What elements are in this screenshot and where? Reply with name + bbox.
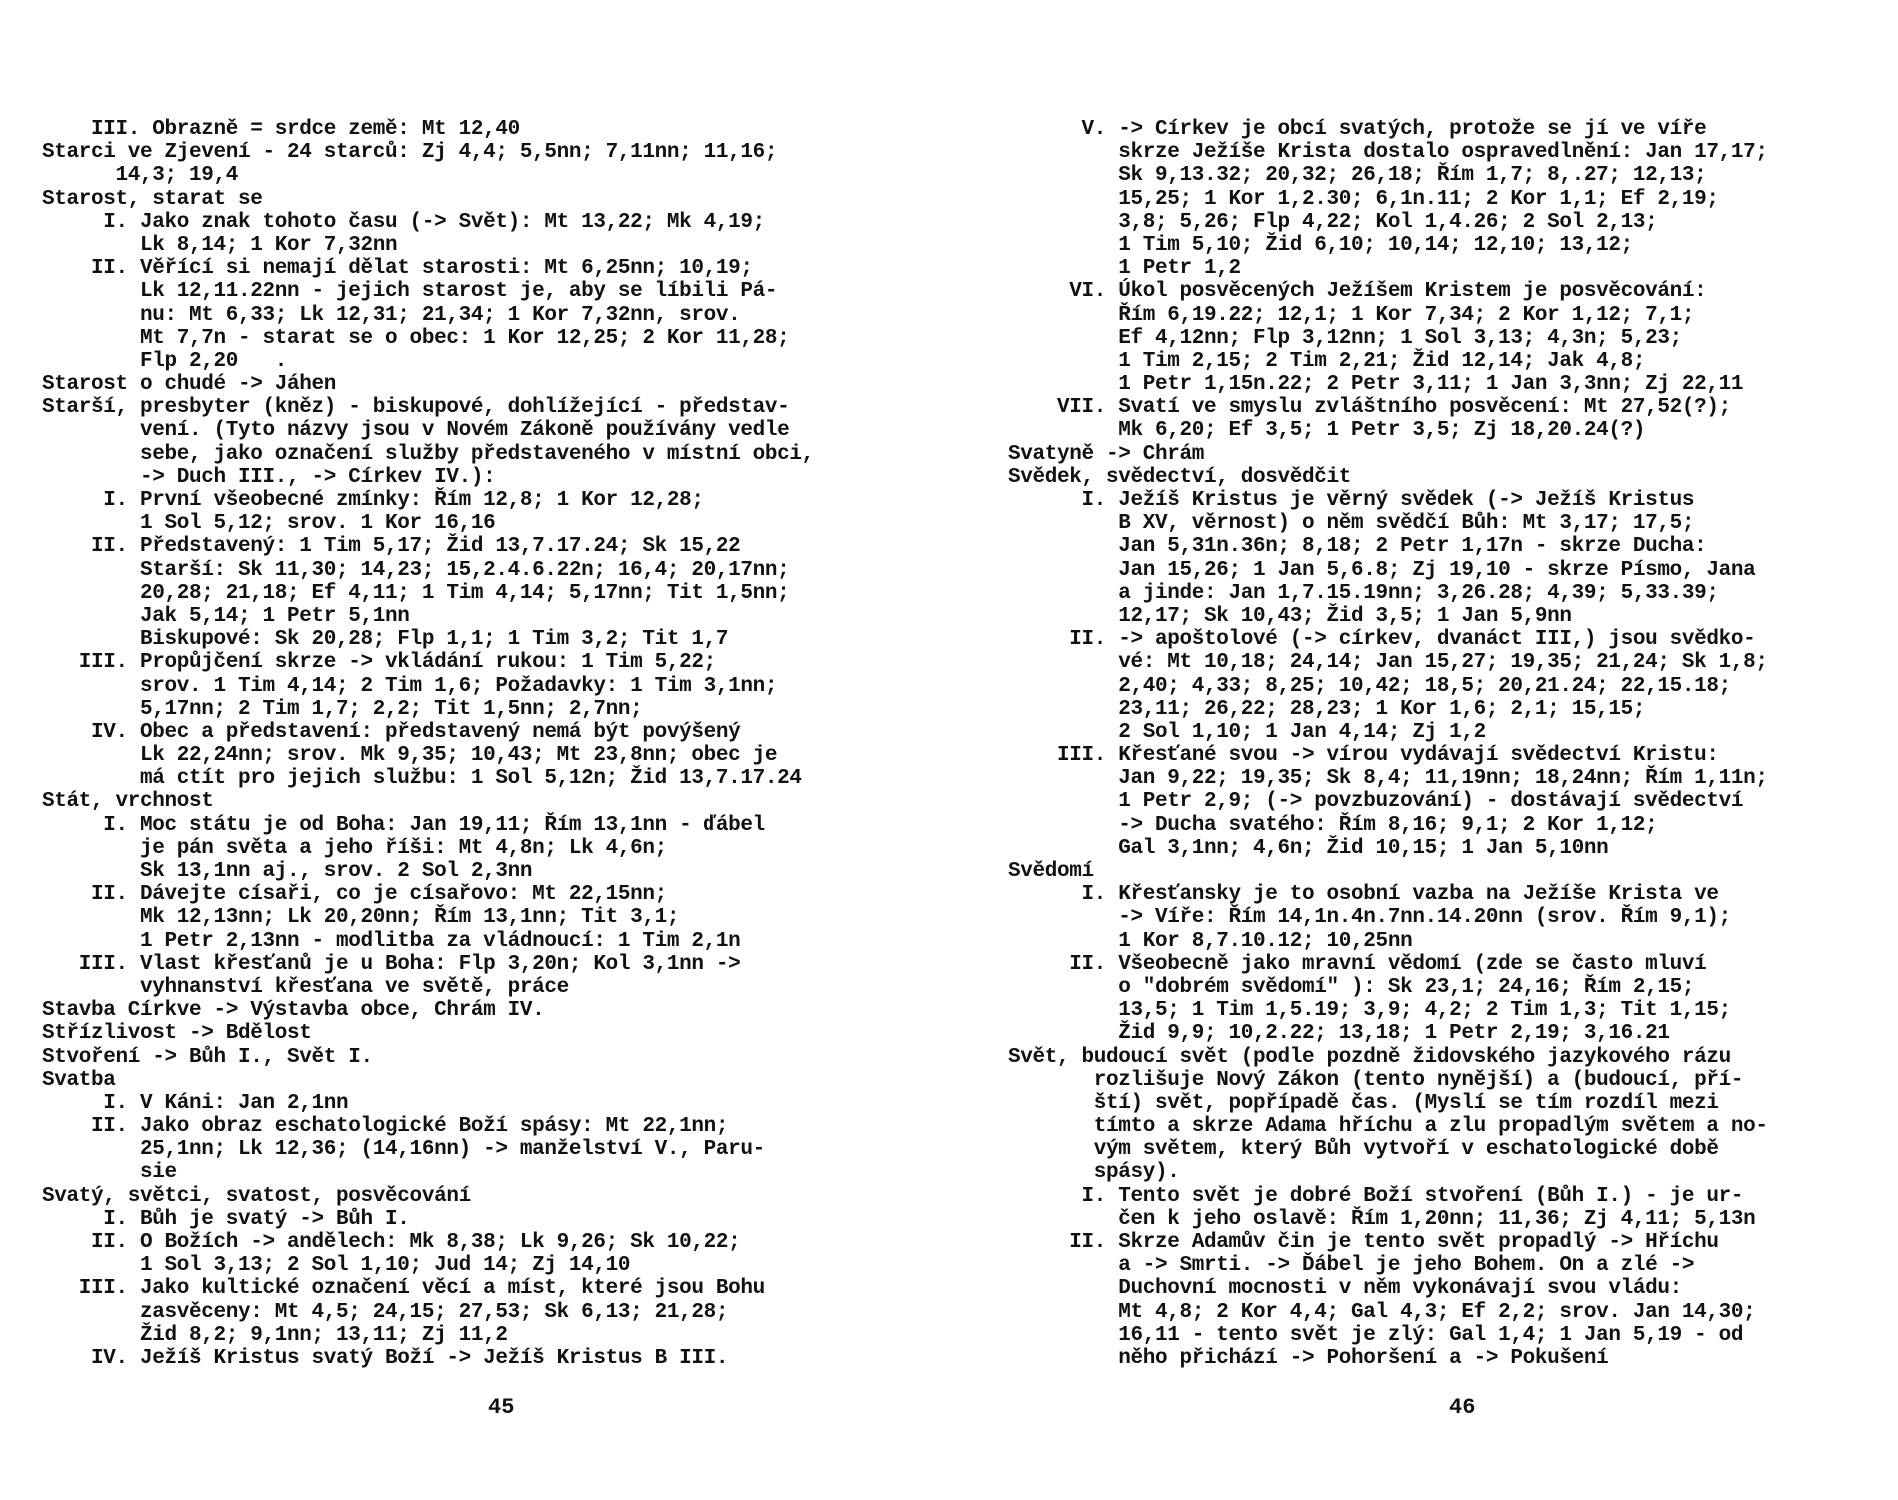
text-line: Jak 5,14; 1 Petr 5,1nn xyxy=(42,604,410,628)
text-line: Starší: Sk 11,30; 14,23; 15,2.4.6.22n; 16,4; 20,17nn; xyxy=(42,558,790,582)
text-line: 12,17; Sk 10,43; Žid 3,5; 1 Jan 5,9nn xyxy=(1008,604,1572,628)
text-line: II. Jako obraz eschatologické Boží spásy: Mt 22,1nn; xyxy=(42,1115,729,1139)
text-line: Lk 22,24nn; srov. Mk 9,35; 10,43; Mt 23,8nn; obec je xyxy=(42,744,778,768)
text-line: III. Jako kultické označení věcí a míst, které jsou Bohu xyxy=(42,1277,765,1301)
text-line: I. První všeobecné zmínky: Řím 12,8; 1 Kor 12,28; xyxy=(42,489,704,512)
text-line: Mk 12,13nn; Lk 20,20nn; Řím 13,1nn; Tit 3,1; xyxy=(42,906,680,930)
text-line: Stavba Církve -> Výstavba obce, Chrám IV. xyxy=(42,999,545,1023)
text-line: 1 Petr 2,13nn - modlitba za vládnoucí: 1 Tim 2,1n xyxy=(42,929,741,953)
page-number-left: 45 xyxy=(488,1395,515,1420)
text-line: 5,17nn; 2 Tim 1,7; 2,2; Tit 1,5nn; 2,7nn; xyxy=(42,697,643,721)
text-line: I. Moc státu je od Boha: Jan 19,11; Řím 13,1nn - ďábel xyxy=(42,813,765,837)
text-line: II. O Božích -> andělech: Mk 8,38; Lk 9,26; Sk 10,22; xyxy=(42,1231,741,1254)
text-line: 1 Kor 8,7.10.12; 10,25nn xyxy=(1008,929,1413,953)
text-line: Střízlivost -> Bdělost xyxy=(42,1022,312,1046)
text-line: Sk 13,1nn aj., srov. 2 Sol 2,3nn xyxy=(42,860,533,883)
text-line: zasvěceny: Mt 4,5; 24,15; 27,53; Sk 6,13; 21,28; xyxy=(42,1300,729,1324)
text-line: -> Duch III., -> Církev IV.): xyxy=(42,465,496,489)
text-line: III. Vlast křesťanů je u Boha: Flp 3,20n; Kol 3,1nn -> xyxy=(42,952,741,976)
text-line: Jan 9,22; 19,35; Sk 8,4; 11,19nn; 18,24nn; Řím 1,11n; xyxy=(1008,767,1768,791)
text-line: Žid 8,2; 9,1nn; 13,11; Zj 11,2 xyxy=(42,1323,508,1347)
text-line: 14,3; 19,4 xyxy=(42,164,239,188)
text-line: Stvoření -> Bůh I., Svět I. xyxy=(42,1045,373,1069)
text-line: Svatba xyxy=(42,1068,116,1092)
text-line: II. Věřící si nemají dělat starosti: Mt 6,25nn; 10,19; xyxy=(42,257,753,281)
text-line: nu: Mt 6,33; Lk 12,31; 21,34; 1 Kor 7,32nn, srov. xyxy=(42,303,741,327)
text-line: 1 Petr 1,15n.22; 2 Petr 3,11; 1 Jan 3,3nn; Zj 22,11 xyxy=(1008,373,1744,397)
text-line: 23,11; 26,22; 28,23; 1 Kor 1,6; 2,1; 15,15; xyxy=(1008,697,1646,721)
text-line: Stát, vrchnost xyxy=(42,790,214,814)
text-line: 1 Petr 1,2 xyxy=(1008,257,1241,281)
text-line: Lk 8,14; 1 Kor 7,32nn xyxy=(42,233,398,257)
text-line: II. Všeobecně jako mravní vědomí (zde se často mluví xyxy=(1008,952,1707,976)
text-line: tímto a skrze Adama hříchu a zlu propadlým světem a no- xyxy=(1008,1115,1768,1139)
text-line: Jan 5,31n.36n; 8,18; 2 Petr 1,17n - skrze Ducha: xyxy=(1008,535,1707,559)
text-line: I. Jako znak tohoto času (-> Svět): Mt 13,22; Mk 4,19; xyxy=(42,210,765,234)
text-line: Řím 6,19.22; 12,1; 1 Kor 7,34; 2 Kor 1,12; 7,1; xyxy=(1008,303,1695,327)
text-line: má ctít pro jejich službu: 1 Sol 5,12n; Žid 13,7.17.24 xyxy=(42,767,802,791)
text-line: čen k jeho oslavě: Řím 1,20nn; 11,36; Zj 4,11; 5,13n xyxy=(1008,1207,1756,1231)
text-line: 1 Sol 3,13; 2 Sol 1,10; Jud 14; Zj 14,10 xyxy=(42,1254,631,1278)
text-line: II. Představený: 1 Tim 5,17; Žid 13,7.17.24; Sk 15,22 xyxy=(42,535,741,559)
text-line: Gal 3,1nn; 4,6n; Žid 10,15; 1 Jan 5,10nn xyxy=(1008,836,1609,860)
text-line: Duchovní mocnosti v něm vykonávají svou vládu: xyxy=(1008,1277,1682,1301)
text-line: IV. Obec a představení: představený nemá být povýšený xyxy=(42,720,741,744)
text-line: je pán světa a jeho říši: Mt 4,8n; Lk 4,6n; xyxy=(42,836,667,860)
text-line: rozlišuje Nový Zákon (tento nynější) a (budoucí, pří- xyxy=(1008,1068,1744,1092)
text-line: Svět, budoucí svět (podle pozdně židovského jazykového rázu xyxy=(1008,1045,1731,1069)
text-line: Svatý, světci, svatost, posvěcování xyxy=(42,1184,471,1208)
text-line: ští) svět, popřípadě čas. (Myslí se tím rozdíl mezi xyxy=(1008,1091,1719,1115)
text-line: I. Ježíš Kristus je věrný svědek (-> Ježíš Kristus xyxy=(1008,489,1695,512)
text-line: skrze Ježíše Krista dostalo ospravedlnění: Jan 17,17; xyxy=(1008,141,1768,165)
text-line: 1 Tim 5,10; Žid 6,10; 10,14; 12,10; 13,12; xyxy=(1008,233,1633,257)
text-line: 1 Petr 2,9; (-> povzbuzování) - dostávají svědectví xyxy=(1008,790,1744,814)
text-line: VII. Svatí ve smyslu zvláštního posvěcení: Mt 27,52(?); xyxy=(1008,396,1731,420)
text-line: IV. Ježíš Kristus svatý Boží -> Ježíš Kristus B III. xyxy=(42,1346,729,1370)
text-line: Starci ve Zjevení - 24 starců: Zj 4,4; 5,5nn; 7,11nn; 11,16; xyxy=(42,141,778,165)
text-line: srov. 1 Tim 4,14; 2 Tim 1,6; Požadavky: 1 Tim 3,1nn; xyxy=(42,674,778,698)
text-line: II. Skrze Adamův čin je tento svět propadlý -> Hříchu xyxy=(1008,1231,1719,1254)
text-line: 2,40; 4,33; 8,25; 10,42; 18,5; 20,21.24; 22,15.18; xyxy=(1008,674,1731,698)
text-line: o "dobrém svědomí" ): Sk 23,1; 24,16; Řím 2,15; xyxy=(1008,975,1695,999)
text-line: Mt 4,8; 2 Kor 4,4; Gal 4,3; Ef 2,2; srov. Jan 14,30; xyxy=(1008,1300,1756,1324)
text-line: Flp 2,20 . xyxy=(42,349,288,373)
text-line: Mk 6,20; Ef 3,5; 1 Petr 3,5; Zj 18,20.24(?) xyxy=(1008,419,1646,443)
text-line: Starší, presbyter (kněz) - biskupové, dohlížející - představ- xyxy=(42,396,790,420)
text-line: 1 Sol 5,12; srov. 1 Kor 16,16 xyxy=(42,512,496,536)
text-line: III. Propůjčení skrze -> vkládání rukou: 1 Tim 5,22; xyxy=(42,651,716,675)
text-line: Mt 7,7n - starat se o obec: 1 Kor 12,25; 2 Kor 11,28; xyxy=(42,326,790,350)
text-line: II. Dávejte císaři, co je císařovo: Mt 22,15nn; xyxy=(42,883,667,907)
text-line: sie xyxy=(42,1161,177,1185)
text-line: I. Tento svět je dobré Boží stvoření (Bůh I.) - je ur- xyxy=(1008,1184,1744,1208)
text-line: vým světem, který Bůh vytvoří v eschatologické době xyxy=(1008,1138,1719,1162)
text-line: 1 Tim 2,15; 2 Tim 2,21; Žid 12,14; Jak 4,8; xyxy=(1008,349,1646,373)
text-line: -> Ducha svatého: Řím 8,16; 9,1; 2 Kor 1,12; xyxy=(1008,813,1658,837)
text-line: V. -> Církev je obcí svatých, protože se jí ve víře xyxy=(1008,118,1707,141)
text-line: III. Křesťané svou -> vírou vydávají svědectví Kristu: xyxy=(1008,744,1719,768)
text-line: vyhnanství křesťana ve světě, práce xyxy=(42,975,569,999)
text-line: I. Bůh je svatý -> Bůh I. xyxy=(42,1207,410,1231)
text-line: III. Obrazně = srdce země: Mt 12,40 xyxy=(42,118,520,141)
text-line: a -> Smrti. -> Ďábel je jeho Bohem. On a zlé -> xyxy=(1008,1254,1695,1278)
page-number-right: 46 xyxy=(1449,1395,1476,1420)
left-page xyxy=(42,118,947,1370)
text-line: 3,8; 5,26; Flp 4,22; Kol 1,4.26; 2 Sol 2,13; xyxy=(1008,210,1658,234)
text-line: II. -> apoštolové (-> církev, dvanáct III,) jsou svědko- xyxy=(1008,628,1756,652)
text-line: -> Víře: Řím 14,1n.4n.7nn.14.20nn (srov. Řím 9,1); xyxy=(1008,906,1731,930)
text-line: Starost o chudé -> Jáhen xyxy=(42,373,337,397)
text-line: 20,28; 21,18; Ef 4,11; 1 Tim 4,14; 5,17nn; Tit 1,5nn; xyxy=(42,581,790,605)
text-line: sebe, jako označení služby představeného v místní obci, xyxy=(42,442,814,466)
text-line: Svědomí xyxy=(1008,860,1094,883)
text-line: Žid 9,9; 10,2.22; 13,18; 1 Petr 2,19; 3,16.21 xyxy=(1008,1022,1670,1046)
text-line: I. Křesťansky je to osobní vazba na Ježíše Krista ve xyxy=(1008,883,1719,907)
text-line: Svědek, svědectví, dosvědčit xyxy=(1008,465,1352,489)
text-line: VI. Úkol posvěcených Ježíšem Kristem je posvěcování: xyxy=(1008,280,1707,304)
text-line: a jinde: Jan 1,7.15.19nn; 3,26.28; 4,39; 5,33.39; xyxy=(1008,581,1719,605)
text-line: 13,5; 1 Tim 1,5.19; 3,9; 4,2; 2 Tim 1,3; Tit 1,15; xyxy=(1008,999,1731,1023)
text-line: Svatyně -> Chrám xyxy=(1008,442,1205,466)
text-line: Biskupové: Sk 20,28; Flp 1,1; 1 Tim 3,2; Tit 1,7 xyxy=(42,628,729,652)
text-line: Ef 4,12nn; Flp 3,12nn; 1 Sol 3,13; 4,3n; 5,23; xyxy=(1008,326,1682,350)
text-line: vé: Mt 10,18; 24,14; Jan 15,27; 19,35; 21,24; Sk 1,8; xyxy=(1008,651,1768,675)
text-line: 25,1nn; Lk 12,36; (14,16nn) -> manželství V., Paru- xyxy=(42,1138,765,1162)
text-line: I. V Káni: Jan 2,1nn xyxy=(42,1091,349,1115)
text-line: 16,11 - tento svět je zlý: Gal 1,4; 1 Jan 5,19 - od xyxy=(1008,1323,1744,1347)
text-line: spásy). xyxy=(1008,1161,1180,1185)
text-line: Lk 12,11.22nn - jejich starost je, aby se líbili Pá- xyxy=(42,280,778,304)
text-line: Jan 15,26; 1 Jan 5,6.8; Zj 19,10 - skrze Písmo, Jana xyxy=(1008,558,1756,582)
text-line: 2 Sol 1,10; 1 Jan 4,14; Zj 1,2 xyxy=(1008,720,1486,744)
right-page xyxy=(1008,118,1898,1370)
text-line: něho přichází -> Pohoršení a -> Pokušení xyxy=(1008,1346,1609,1370)
text-line: 15,25; 1 Kor 1,2.30; 6,1n.11; 2 Kor 1,1; Ef 2,19; xyxy=(1008,187,1719,211)
text-line: Sk 9,13.32; 20,32; 26,18; Řím 1,7; 8,.27; 12,13; xyxy=(1008,164,1707,188)
text-line: Starost, starat se xyxy=(42,187,263,211)
text-line: vení. (Tyto názvy jsou v Novém Zákoně používány vedle xyxy=(42,419,790,443)
text-line: B XV, věrnost) o něm svědčí Bůh: Mt 3,17; 17,5; xyxy=(1008,512,1695,536)
